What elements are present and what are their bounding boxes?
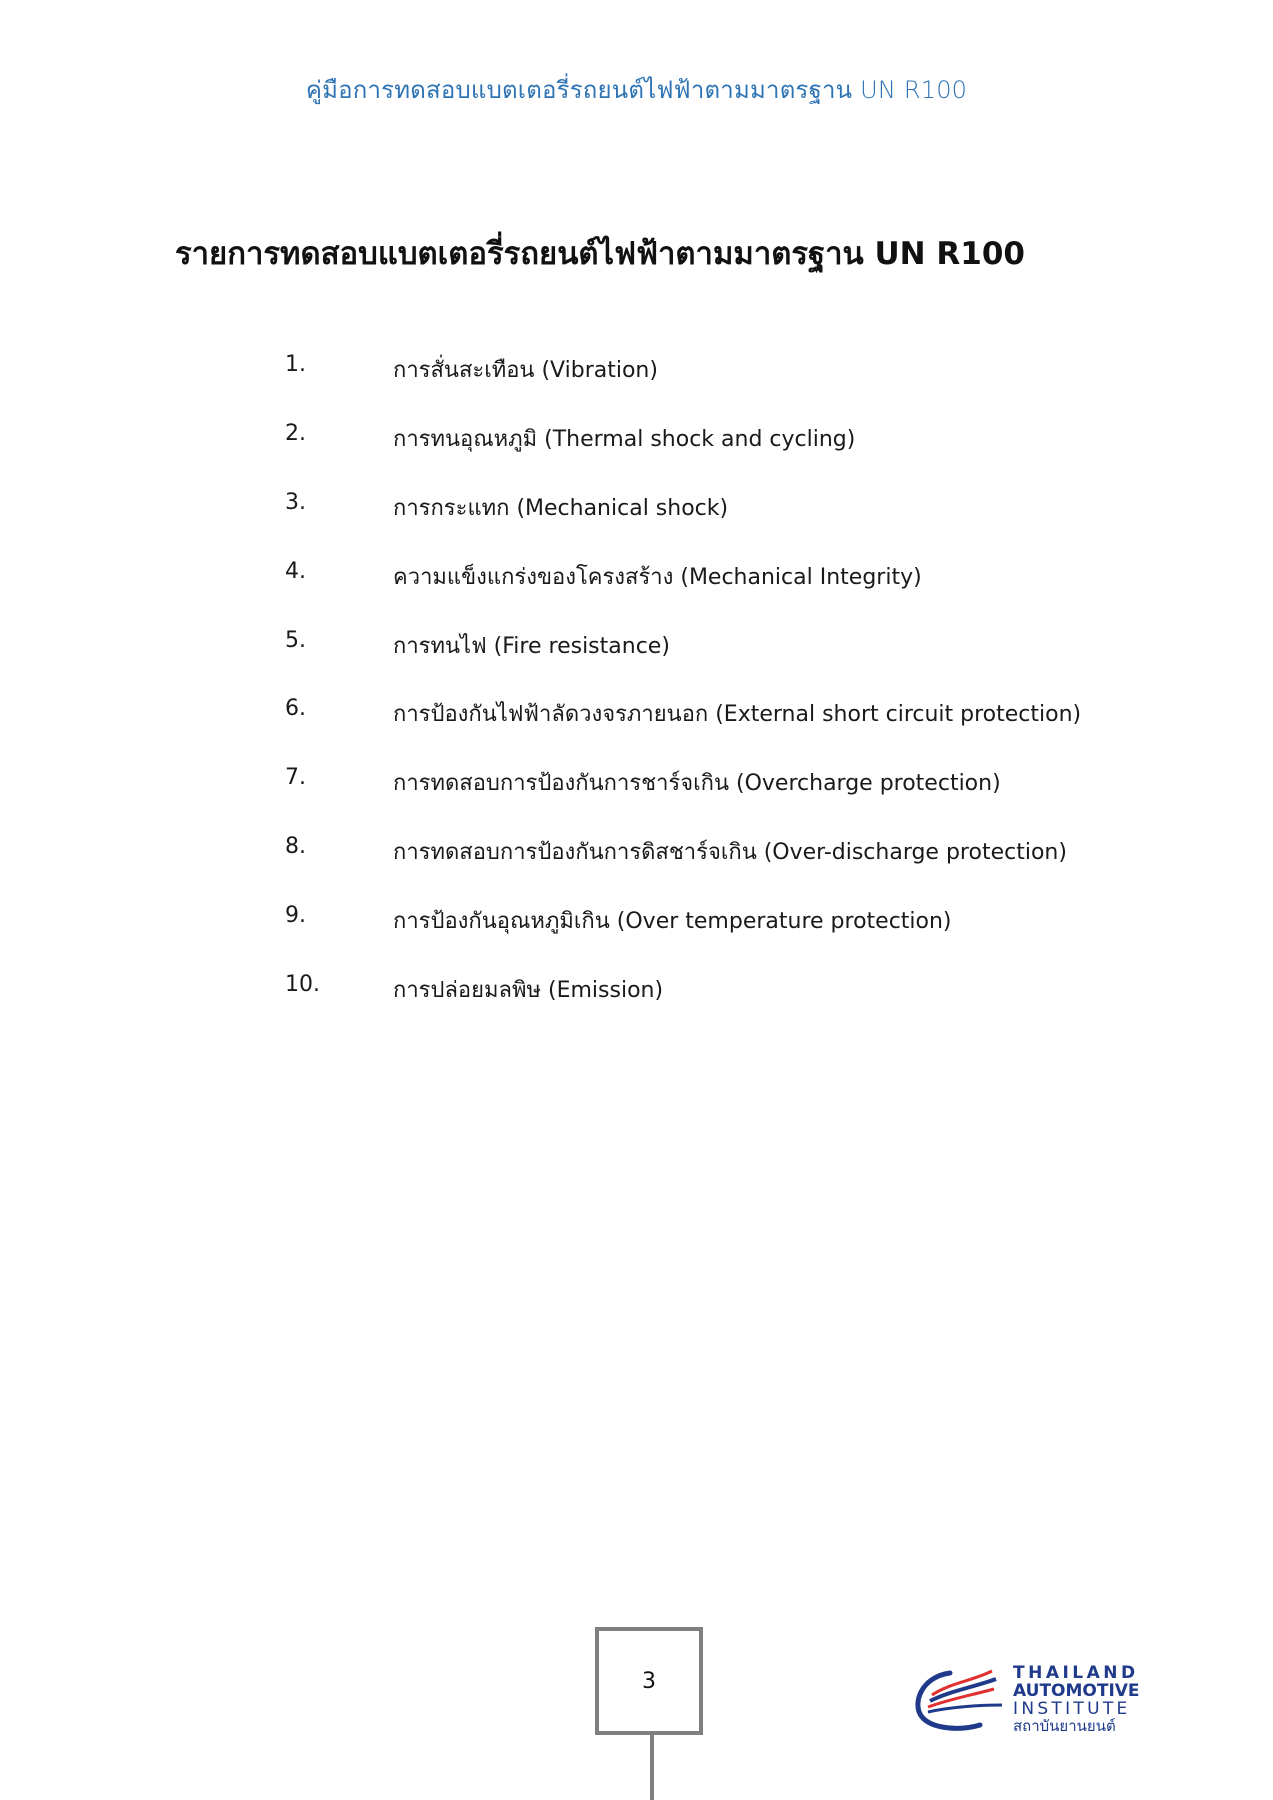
item-number: 2. [285,420,306,446]
page-number-connector-line [650,1735,654,1800]
page-number-box [595,1627,703,1735]
item-text: การป้องกันอุณหภูมิเกิน (Over temperature protection) [393,909,952,935]
list-item [285,559,1081,628]
test-list [285,352,1081,1041]
item-text: การป้องกันไฟฟ้าลัดวงจรภายนอก (External short circuit protection) [393,702,1082,728]
item-text: การทดสอบการป้องกันการชาร์จเกิน (Overcharge protection) [393,771,1001,797]
item-text: ความแข็งแกร่งของโครงสร้าง (Mechanical Integrity) [393,564,922,590]
item-text: การกระแทก (Mechanical shock) [393,495,729,521]
list-item [285,421,1081,490]
list-item [285,352,1081,421]
item-number: 7. [285,765,306,791]
item-number: 9. [285,903,306,929]
list-item [285,765,1081,834]
item-text: การทนไฟ (Fire resistance) [393,633,670,659]
item-number: 10. [285,972,320,998]
item-number: 1. [285,352,306,377]
list-item [285,490,1081,559]
item-number: 3. [285,489,306,515]
logo-line-automotive: AUTOMOTIVE [1013,1681,1140,1702]
thailand-automotive-institute-logo-icon [910,1665,1005,1735]
item-number: 4. [285,558,306,584]
logo-line-thai: สถาบันยานยนต์ [1013,1716,1116,1735]
running-header: คู่มือการทดสอบแบตเตอรี่รถยนต์ไฟฟ้าตามมาตรฐาน UN R100 [305,76,968,104]
item-number: 5. [285,627,306,653]
item-text: การทดสอบการป้องกันการดิสชาร์จเกิน (Over-discharge protection) [393,840,1067,866]
list-item [285,834,1081,903]
logo-line-thailand: THAILAND [1013,1663,1139,1684]
item-text: การปล่อยมลพิษ (Emission) [393,978,664,1004]
item-number: 8. [285,834,306,860]
list-item [285,628,1081,697]
list-item [285,972,1081,1041]
item-text: การทนอุณหภูมิ (Thermal shock and cycling) [393,426,856,452]
item-number: 6. [285,696,306,722]
logo-line-institute: INSTITUTE [1013,1699,1131,1720]
page-title: รายการทดสอบแบตเตอรี่รถยนต์ไฟฟ้าตามมาตรฐาน UN R100 [175,236,1026,272]
list-item [285,903,1081,972]
list-item [285,696,1081,765]
page-number: 3 [642,1668,656,1694]
institute-logo [910,1665,1140,1735]
item-text: การสั่นสะเทือน (Vibration) [393,358,658,383]
logo-text [1013,1665,1140,1734]
